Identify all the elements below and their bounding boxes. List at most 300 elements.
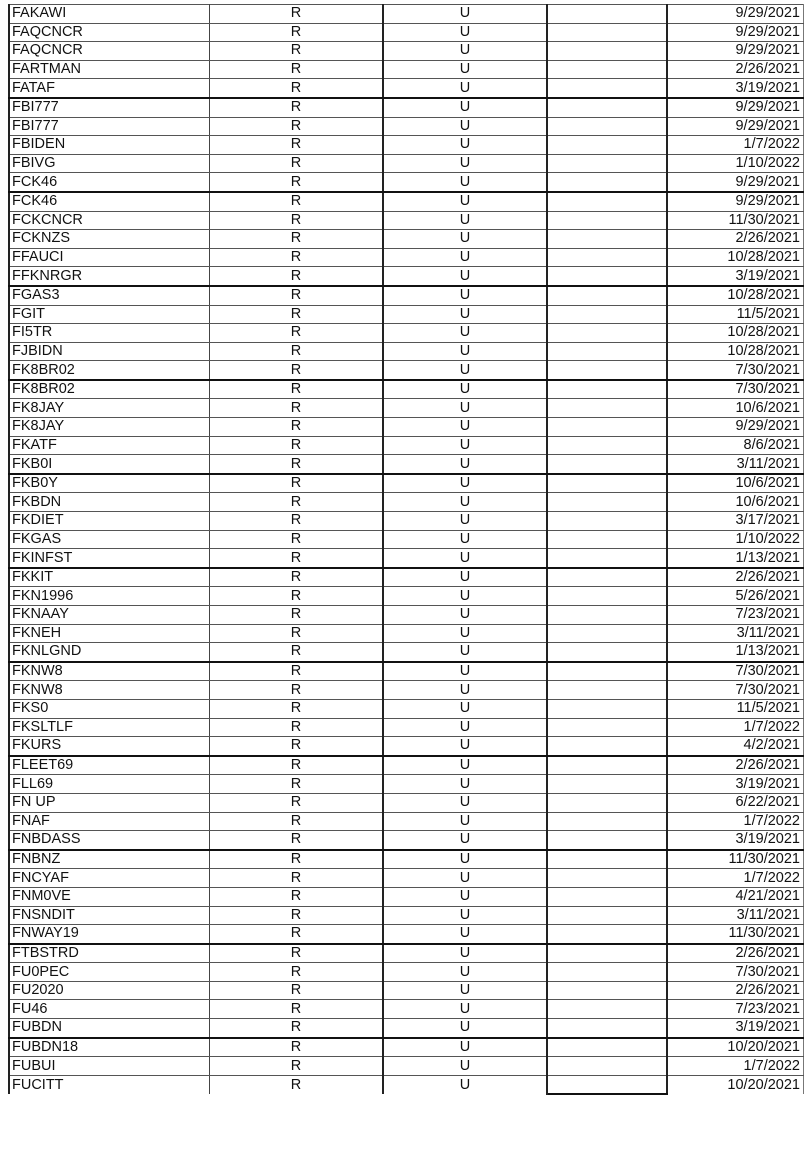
- date-cell: 4/2/2021: [667, 737, 804, 756]
- date-cell: 3/11/2021: [667, 906, 804, 925]
- table-row: [9, 831, 804, 850]
- blank-cell: [547, 418, 667, 437]
- code-u-cell: U: [383, 906, 547, 925]
- plate-name-cell: FBIDEN: [9, 136, 210, 155]
- blank-cell: [547, 793, 667, 812]
- date-cell: 1/7/2022: [667, 136, 804, 155]
- code-r-cell: R: [210, 154, 384, 173]
- date-cell: 10/6/2021: [667, 399, 804, 418]
- blank-cell: [547, 324, 667, 343]
- code-r-cell: R: [210, 267, 384, 286]
- blank-cell: [547, 305, 667, 324]
- plate-name-cell: FBI777: [9, 98, 210, 117]
- code-r-cell: R: [210, 831, 384, 850]
- table-row: [9, 699, 804, 718]
- code-r-cell: R: [210, 1075, 384, 1094]
- code-r-cell: R: [210, 79, 384, 98]
- date-cell: 10/6/2021: [667, 474, 804, 493]
- blank-cell: [547, 1038, 667, 1057]
- plate-name-cell: FATAF: [9, 79, 210, 98]
- table-row: [9, 474, 804, 493]
- blank-cell: [547, 474, 667, 493]
- blank-cell: [547, 850, 667, 869]
- code-u-cell: U: [383, 1038, 547, 1057]
- blank-cell: [547, 606, 667, 625]
- table-row: [9, 963, 804, 982]
- table-row: [9, 681, 804, 700]
- code-u-cell: U: [383, 869, 547, 888]
- code-r-cell: R: [210, 230, 384, 249]
- code-r-cell: R: [210, 793, 384, 812]
- date-cell: 3/11/2021: [667, 455, 804, 474]
- code-u-cell: U: [383, 624, 547, 643]
- code-u-cell: U: [383, 793, 547, 812]
- blank-cell: [547, 530, 667, 549]
- plate-name-cell: FFAUCI: [9, 248, 210, 267]
- plate-name-cell: FK8JAY: [9, 418, 210, 437]
- code-r-cell: R: [210, 512, 384, 531]
- date-cell: 1/7/2022: [667, 812, 804, 831]
- table-row: [9, 624, 804, 643]
- table-row: [9, 192, 804, 211]
- code-r-cell: R: [210, 399, 384, 418]
- plate-name-cell: FKSLTLF: [9, 718, 210, 737]
- plate-name-cell: FKKIT: [9, 568, 210, 587]
- date-cell: 1/10/2022: [667, 530, 804, 549]
- date-cell: 3/17/2021: [667, 512, 804, 531]
- code-u-cell: U: [383, 568, 547, 587]
- plate-name-cell: FKN1996: [9, 587, 210, 606]
- blank-cell: [547, 981, 667, 1000]
- plate-name-cell: FUCITT: [9, 1075, 210, 1094]
- code-r-cell: R: [210, 98, 384, 117]
- date-cell: 10/6/2021: [667, 493, 804, 512]
- plate-name-cell: FUBUI: [9, 1057, 210, 1076]
- plate-name-cell: FKBDN: [9, 493, 210, 512]
- plate-name-cell: FI5TR: [9, 324, 210, 343]
- plate-name-cell: FLEET69: [9, 756, 210, 775]
- plate-name-cell: FNM0VE: [9, 887, 210, 906]
- table-row: [9, 342, 804, 361]
- table-row: [9, 361, 804, 380]
- date-cell: 3/19/2021: [667, 831, 804, 850]
- plate-name-cell: FK8BR02: [9, 361, 210, 380]
- code-u-cell: U: [383, 944, 547, 963]
- plate-name-cell: FCKCNCR: [9, 211, 210, 230]
- date-cell: 7/30/2021: [667, 361, 804, 380]
- table-row: [9, 5, 804, 24]
- table-row: [9, 775, 804, 794]
- code-r-cell: R: [210, 136, 384, 155]
- code-u-cell: U: [383, 79, 547, 98]
- table-row: [9, 549, 804, 568]
- date-cell: 5/26/2021: [667, 587, 804, 606]
- date-cell: 11/5/2021: [667, 699, 804, 718]
- blank-cell: [547, 380, 667, 399]
- code-u-cell: U: [383, 399, 547, 418]
- code-u-cell: U: [383, 42, 547, 61]
- table-row: [9, 662, 804, 681]
- code-u-cell: U: [383, 286, 547, 305]
- code-r-cell: R: [210, 887, 384, 906]
- table-body: [9, 5, 804, 1095]
- blank-cell: [547, 5, 667, 24]
- blank-cell: [547, 1019, 667, 1038]
- plate-name-cell: FARTMAN: [9, 60, 210, 79]
- table-row: [9, 399, 804, 418]
- blank-cell: [547, 1075, 667, 1094]
- plate-name-cell: FJBIDN: [9, 342, 210, 361]
- code-u-cell: U: [383, 380, 547, 399]
- plate-name-cell: FKS0: [9, 699, 210, 718]
- code-u-cell: U: [383, 530, 547, 549]
- code-u-cell: U: [383, 681, 547, 700]
- code-r-cell: R: [210, 718, 384, 737]
- date-cell: 7/23/2021: [667, 606, 804, 625]
- code-u-cell: U: [383, 117, 547, 136]
- code-u-cell: U: [383, 756, 547, 775]
- table-row: [9, 98, 804, 117]
- plate-name-cell: FKB0I: [9, 455, 210, 474]
- table-row: [9, 154, 804, 173]
- code-u-cell: U: [383, 418, 547, 437]
- date-cell: 11/30/2021: [667, 925, 804, 944]
- table-row: [9, 643, 804, 662]
- date-cell: 10/28/2021: [667, 342, 804, 361]
- code-u-cell: U: [383, 963, 547, 982]
- plate-name-cell: FGAS3: [9, 286, 210, 305]
- code-r-cell: R: [210, 963, 384, 982]
- plate-name-cell: FKNW8: [9, 662, 210, 681]
- blank-cell: [547, 643, 667, 662]
- code-r-cell: R: [210, 624, 384, 643]
- table-row: [9, 23, 804, 42]
- plate-name-cell: FAKAWI: [9, 5, 210, 24]
- table-row: [9, 568, 804, 587]
- date-cell: 9/29/2021: [667, 5, 804, 24]
- date-cell: 1/13/2021: [667, 643, 804, 662]
- date-cell: 1/13/2021: [667, 549, 804, 568]
- code-r-cell: R: [210, 5, 384, 24]
- code-r-cell: R: [210, 474, 384, 493]
- code-u-cell: U: [383, 436, 547, 455]
- plate-name-cell: FKDIET: [9, 512, 210, 531]
- code-u-cell: U: [383, 60, 547, 79]
- blank-cell: [547, 248, 667, 267]
- date-cell: 9/29/2021: [667, 192, 804, 211]
- date-cell: 3/19/2021: [667, 775, 804, 794]
- plate-name-cell: FUBDN: [9, 1019, 210, 1038]
- blank-cell: [547, 1000, 667, 1019]
- date-cell: 2/26/2021: [667, 230, 804, 249]
- code-r-cell: R: [210, 286, 384, 305]
- code-r-cell: R: [210, 248, 384, 267]
- code-r-cell: R: [210, 699, 384, 718]
- code-u-cell: U: [383, 455, 547, 474]
- date-cell: 1/10/2022: [667, 154, 804, 173]
- blank-cell: [547, 549, 667, 568]
- plate-name-cell: FNAF: [9, 812, 210, 831]
- table-row: [9, 380, 804, 399]
- blank-cell: [547, 79, 667, 98]
- code-r-cell: R: [210, 681, 384, 700]
- blank-cell: [547, 906, 667, 925]
- date-cell: 7/30/2021: [667, 681, 804, 700]
- code-r-cell: R: [210, 493, 384, 512]
- code-u-cell: U: [383, 643, 547, 662]
- plate-name-cell: FCK46: [9, 173, 210, 192]
- code-r-cell: R: [210, 192, 384, 211]
- blank-cell: [547, 60, 667, 79]
- date-cell: 10/20/2021: [667, 1038, 804, 1057]
- plate-name-cell: FGIT: [9, 305, 210, 324]
- code-r-cell: R: [210, 850, 384, 869]
- code-r-cell: R: [210, 812, 384, 831]
- code-u-cell: U: [383, 230, 547, 249]
- blank-cell: [547, 1057, 667, 1076]
- table-row: [9, 305, 804, 324]
- blank-cell: [547, 436, 667, 455]
- code-r-cell: R: [210, 436, 384, 455]
- code-u-cell: U: [383, 812, 547, 831]
- blank-cell: [547, 699, 667, 718]
- code-r-cell: R: [210, 1019, 384, 1038]
- code-u-cell: U: [383, 831, 547, 850]
- plate-name-cell: FKINFST: [9, 549, 210, 568]
- date-cell: 9/29/2021: [667, 117, 804, 136]
- date-cell: 9/29/2021: [667, 98, 804, 117]
- blank-cell: [547, 718, 667, 737]
- code-u-cell: U: [383, 1057, 547, 1076]
- date-cell: 11/30/2021: [667, 850, 804, 869]
- plate-name-cell: FU2020: [9, 981, 210, 1000]
- code-r-cell: R: [210, 211, 384, 230]
- code-r-cell: R: [210, 530, 384, 549]
- plate-name-cell: FCKNZS: [9, 230, 210, 249]
- date-cell: 7/30/2021: [667, 963, 804, 982]
- code-u-cell: U: [383, 850, 547, 869]
- plate-name-cell: FKNW8: [9, 681, 210, 700]
- table-row: [9, 1000, 804, 1019]
- plate-name-cell: FKNAAY: [9, 606, 210, 625]
- date-cell: 10/20/2021: [667, 1075, 804, 1094]
- blank-cell: [547, 756, 667, 775]
- table-row: [9, 286, 804, 305]
- blank-cell: [547, 361, 667, 380]
- date-cell: 6/22/2021: [667, 793, 804, 812]
- code-u-cell: U: [383, 662, 547, 681]
- date-cell: 2/26/2021: [667, 60, 804, 79]
- table-row: [9, 248, 804, 267]
- table-row: [9, 944, 804, 963]
- plate-name-cell: FKNEH: [9, 624, 210, 643]
- code-u-cell: U: [383, 5, 547, 24]
- plate-name-cell: FU46: [9, 1000, 210, 1019]
- code-u-cell: U: [383, 361, 547, 380]
- plate-name-cell: FLL69: [9, 775, 210, 794]
- date-cell: 10/28/2021: [667, 324, 804, 343]
- blank-cell: [547, 662, 667, 681]
- code-u-cell: U: [383, 718, 547, 737]
- date-cell: 3/19/2021: [667, 267, 804, 286]
- blank-cell: [547, 775, 667, 794]
- table-row: [9, 981, 804, 1000]
- table-row: [9, 493, 804, 512]
- date-cell: 9/29/2021: [667, 42, 804, 61]
- code-u-cell: U: [383, 342, 547, 361]
- code-u-cell: U: [383, 192, 547, 211]
- code-u-cell: U: [383, 699, 547, 718]
- blank-cell: [547, 831, 667, 850]
- table-row: [9, 436, 804, 455]
- table-row: [9, 906, 804, 925]
- code-u-cell: U: [383, 248, 547, 267]
- date-cell: 10/28/2021: [667, 248, 804, 267]
- code-u-cell: U: [383, 1019, 547, 1038]
- code-r-cell: R: [210, 869, 384, 888]
- date-cell: 4/21/2021: [667, 887, 804, 906]
- date-cell: 2/26/2021: [667, 568, 804, 587]
- table-row: [9, 512, 804, 531]
- code-u-cell: U: [383, 173, 547, 192]
- code-r-cell: R: [210, 944, 384, 963]
- blank-cell: [547, 587, 667, 606]
- plate-name-cell: FNBDASS: [9, 831, 210, 850]
- code-r-cell: R: [210, 1057, 384, 1076]
- code-u-cell: U: [383, 136, 547, 155]
- code-r-cell: R: [210, 23, 384, 42]
- blank-cell: [547, 812, 667, 831]
- code-u-cell: U: [383, 154, 547, 173]
- table-row: [9, 60, 804, 79]
- blank-cell: [547, 493, 667, 512]
- code-r-cell: R: [210, 418, 384, 437]
- code-u-cell: U: [383, 775, 547, 794]
- plate-name-cell: FK8JAY: [9, 399, 210, 418]
- table-row: [9, 455, 804, 474]
- code-r-cell: R: [210, 173, 384, 192]
- date-cell: 2/26/2021: [667, 756, 804, 775]
- code-r-cell: R: [210, 42, 384, 61]
- plate-records-table: [8, 4, 804, 1095]
- code-r-cell: R: [210, 60, 384, 79]
- date-cell: 10/28/2021: [667, 286, 804, 305]
- date-cell: 3/19/2021: [667, 1019, 804, 1038]
- blank-cell: [547, 944, 667, 963]
- date-cell: 1/7/2022: [667, 869, 804, 888]
- date-cell: 3/11/2021: [667, 624, 804, 643]
- code-u-cell: U: [383, 737, 547, 756]
- table-row: [9, 718, 804, 737]
- code-r-cell: R: [210, 906, 384, 925]
- blank-cell: [547, 173, 667, 192]
- plate-name-cell: FKATF: [9, 436, 210, 455]
- blank-cell: [547, 342, 667, 361]
- table-row: [9, 1019, 804, 1038]
- table-row: [9, 1057, 804, 1076]
- plate-name-cell: FTBSTRD: [9, 944, 210, 963]
- table-row: [9, 117, 804, 136]
- blank-cell: [547, 98, 667, 117]
- code-r-cell: R: [210, 981, 384, 1000]
- date-cell: 9/29/2021: [667, 418, 804, 437]
- plate-name-cell: FKGAS: [9, 530, 210, 549]
- blank-cell: [547, 192, 667, 211]
- code-r-cell: R: [210, 342, 384, 361]
- code-r-cell: R: [210, 455, 384, 474]
- code-u-cell: U: [383, 324, 547, 343]
- code-r-cell: R: [210, 737, 384, 756]
- plate-name-cell: FKB0Y: [9, 474, 210, 493]
- code-r-cell: R: [210, 380, 384, 399]
- table-row: [9, 79, 804, 98]
- blank-cell: [547, 23, 667, 42]
- blank-cell: [547, 211, 667, 230]
- code-u-cell: U: [383, 1000, 547, 1019]
- plate-name-cell: FAQCNCR: [9, 42, 210, 61]
- code-u-cell: U: [383, 887, 547, 906]
- code-r-cell: R: [210, 587, 384, 606]
- table-row: [9, 136, 804, 155]
- code-u-cell: U: [383, 211, 547, 230]
- blank-cell: [547, 117, 667, 136]
- code-r-cell: R: [210, 305, 384, 324]
- blank-cell: [547, 887, 667, 906]
- code-r-cell: R: [210, 775, 384, 794]
- plate-name-cell: FKURS: [9, 737, 210, 756]
- code-u-cell: U: [383, 512, 547, 531]
- table-row: [9, 42, 804, 61]
- plate-name-cell: FUBDN18: [9, 1038, 210, 1057]
- plate-name-cell: FNCYAF: [9, 869, 210, 888]
- blank-cell: [547, 568, 667, 587]
- date-cell: 7/30/2021: [667, 662, 804, 681]
- date-cell: 11/5/2021: [667, 305, 804, 324]
- blank-cell: [547, 737, 667, 756]
- date-cell: 2/26/2021: [667, 944, 804, 963]
- table-row: [9, 869, 804, 888]
- blank-cell: [547, 681, 667, 700]
- table-row: [9, 1075, 804, 1094]
- code-u-cell: U: [383, 474, 547, 493]
- blank-cell: [547, 399, 667, 418]
- table-row: [9, 230, 804, 249]
- date-cell: 7/23/2021: [667, 1000, 804, 1019]
- date-cell: 2/26/2021: [667, 981, 804, 1000]
- code-u-cell: U: [383, 981, 547, 1000]
- blank-cell: [547, 230, 667, 249]
- plate-name-cell: FNWAY19: [9, 925, 210, 944]
- plate-name-cell: FKNLGND: [9, 643, 210, 662]
- table-row: [9, 793, 804, 812]
- code-u-cell: U: [383, 587, 547, 606]
- code-r-cell: R: [210, 643, 384, 662]
- code-r-cell: R: [210, 568, 384, 587]
- blank-cell: [547, 267, 667, 286]
- table-row: [9, 737, 804, 756]
- code-r-cell: R: [210, 117, 384, 136]
- date-cell: 9/29/2021: [667, 23, 804, 42]
- date-cell: 9/29/2021: [667, 173, 804, 192]
- code-u-cell: U: [383, 493, 547, 512]
- blank-cell: [547, 869, 667, 888]
- table-row: [9, 530, 804, 549]
- blank-cell: [547, 624, 667, 643]
- blank-cell: [547, 512, 667, 531]
- table-row: [9, 850, 804, 869]
- code-r-cell: R: [210, 1038, 384, 1057]
- code-u-cell: U: [383, 267, 547, 286]
